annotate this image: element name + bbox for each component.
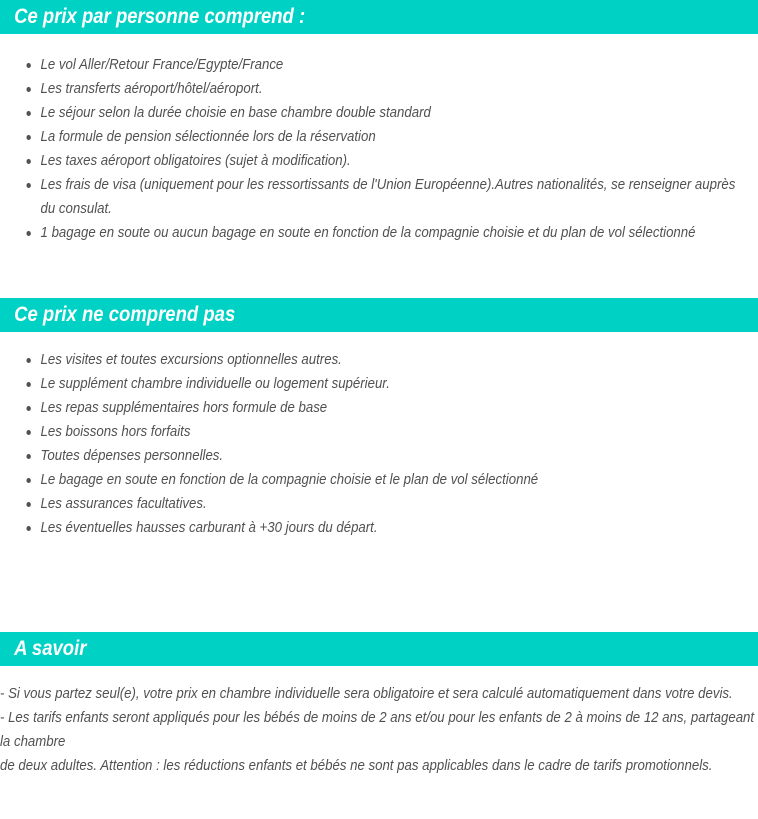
- section-header-price-includes: [0, 0, 758, 34]
- list-item: La formule de pension sélectionnée lors de la réservation: [41, 125, 750, 149]
- section-good-to-know: [0, 632, 758, 778]
- section-header-price-excludes: [0, 298, 758, 332]
- section-header-good-to-know: [0, 632, 758, 666]
- list-item: Toutes dépenses personnelles.: [41, 444, 750, 468]
- good-to-know-notes: [0, 682, 758, 778]
- list-item: Les boissons hors forfaits: [41, 420, 750, 444]
- list-item: Le séjour selon la durée choisie en base chambre double standard: [41, 101, 750, 125]
- note-paragraph: - Les tarifs enfants seront appliqués pour les bébés de moins de 2 ans et/ou pour les enfants de 2 à moins de 12 ans, partageant la chambre: [0, 709, 755, 750]
- note-paragraph: de deux adultes. Attention : les réductions enfants et bébés ne sont pas applicables dans le cadre de tarifs promotionnels.: [0, 757, 713, 774]
- section-price-includes: [0, 0, 758, 245]
- list-item: Le vol Aller/Retour France/Egypte/France: [41, 53, 750, 77]
- list-item: Les éventuelles hausses carburant à +30 jours du départ.: [41, 516, 750, 540]
- section-title-price-excludes: Ce prix ne comprend pas: [14, 303, 236, 326]
- list-item: Les frais de visa (uniquement pour les ressortissants de l'Union Européenne).Autres nationalités, se renseigner auprès du consulat.: [41, 173, 750, 221]
- note-paragraph: - Si vous partez seul(e), votre prix en chambre individuelle sera obligatoire et sera calculé automatiquement dans votre devis.: [0, 685, 733, 702]
- list-item: Les visites et toutes excursions optionnelles autres.: [41, 348, 750, 372]
- list-item: 1 bagage en soute ou aucun bagage en soute en fonction de la compagnie choisie et du plan de vol sélectionné: [41, 221, 750, 245]
- list-item: Les assurances facultatives.: [41, 492, 750, 516]
- price-excludes-list: [0, 348, 758, 540]
- list-item: Les repas supplémentaires hors formule de base: [41, 396, 750, 420]
- price-includes-list: [0, 53, 758, 245]
- section-title-good-to-know: A savoir: [14, 637, 87, 660]
- list-item: Les taxes aéroport obligatoires (sujet à modification).: [41, 149, 750, 173]
- list-item: Le supplément chambre individuelle ou logement supérieur.: [41, 372, 750, 396]
- section-price-excludes: [0, 298, 758, 540]
- section-title-price-includes: Ce prix par personne comprend :: [14, 5, 306, 28]
- list-item: Les transferts aéroport/hôtel/aéroport.: [41, 77, 750, 101]
- list-item: Le bagage en soute en fonction de la compagnie choisie et le plan de vol sélectionné: [41, 468, 750, 492]
